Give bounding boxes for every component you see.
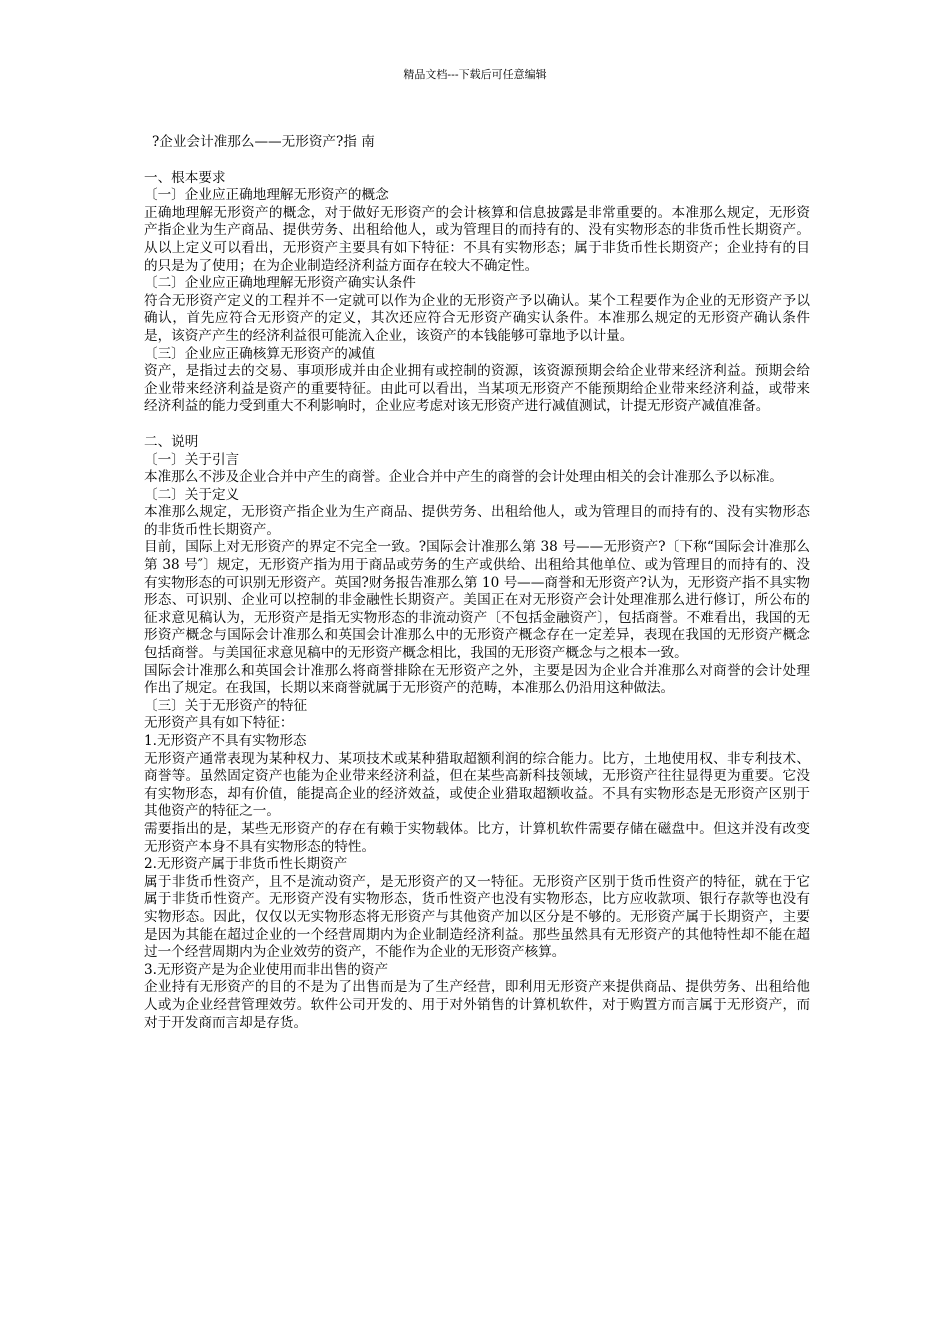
subheading: 〔三〕关于无形资产的特征 xyxy=(144,697,308,714)
numbered-heading: 1.无形资产不具有实物形态 xyxy=(144,733,307,749)
paragraph: 无形资产通常表现为某种权力、某项技术或某种猎取超额利润的综合能力。比方，土地使用权、非专利技术、商誉等。虽然固定资产也能为企业带来经济利益，但在某些高新科技领域，无形资产往往显得更为重要。它没有实物形态，却有价值，能提高企业的经济效益，或使企业猎取超额收益。不具有实物形态是无形资产区别于其他资产的特征之一。 xyxy=(144,750,810,820)
subheading: 〔二〕关于定义 xyxy=(144,486,240,503)
paragraph: 国际会计准那么和英国会计准那么将商誉排除在无形资产之外，主要是因为企业合并准那么对商誉的会计处理作出了规定。在我国，长期以来商誉就属于无形资产的范畴，本准那么仍沿用这种做法。 xyxy=(144,662,810,697)
numbered-heading: 2.无形资产属于非货币性长期资产 xyxy=(144,856,348,873)
paragraph: 本准那么规定，无形资产指企业为生产商品、提供劳务、出租给他人，或为管理目的而持有的、没有实物形态的非货币性长期资产。 xyxy=(144,504,810,538)
section-heading: 一、根本要求 xyxy=(144,169,226,186)
paragraph: 目前，国际上对无形资产的界定不完全一致。?国际会计准那么第 38 号——无形资产?〔下称“国际会计准那么第 38 号″〕规定，无形资产指为用于商品或劳务的生产或供给、出租给其他单位、或为管理目的而持有的、没有实物形态的可识别无形资产。英国?财务报告准那么第 10 号——商誉和无形资产?认为，无形资产指不具实物形态、可识别、企业可以控制的非金融性长期资产。美国正在对无形资产会计处理准那么进行修订，所公布的征求意见稿认为，无形资产是指无实物形态的非流动资产〔不包括金融资产〕，包括商誉。不难看出，我国的无形资产概念与国际会计准那么和英国会计准那么中的无形资产概念存在一定差异，表现在我国的无形资产概念包括商誉。与美国征求意见稿中的无形资产概念相比，我国的无形资产概念与之根本一致。 xyxy=(144,539,810,662)
subheading: 〔二〕企业应正确地理解无形资产确实认条件 xyxy=(144,275,416,292)
paragraph: 正确地理解无形资产的概念，对于做好无形资产的会计核算和信息披露是非常重要的。本准那么规定，无形资产指企业为生产商品、提供劳务、出租给他人，或为管理目的而持有的、没有实物形态的非货币性长期资产。从以上定义可以看出，无形资产主要具有如下特征：不具有实物形态；属于非货币性长期资产；企业持有的目的只是为了使用；在为企业制造经济利益方面存在较大不确定性。 xyxy=(144,204,810,274)
paragraph: 符合无形资产定义的工程并不一定就可以作为企业的无形资产予以确认。某个工程要作为企业的无形资产予以确认，首先应符合无形资产的定义，其次还应符合无形资产确实认条件。本准那么规定的无形资产确认条件是，该资产产生的经济利益很可能流入企业，该资产的本钱能够可靠地予以计量。 xyxy=(144,292,810,344)
page-header: 精品文档---下载后可任意编辑 xyxy=(403,68,547,81)
subheading: 〔一〕企业应正确地理解无形资产的概念 xyxy=(144,187,389,204)
paragraph: 企业持有无形资产的目的不是为了出售而是为了生产经营，即利用无形资产来提供商品、提供劳务、出租给他人或为企业经营管理效劳。软件公司开发的、用于对外销售的计算机软件，对于购置方而言属于无形资产，而对于开发商而言却是存货。 xyxy=(144,979,810,1031)
subheading: 〔三〕企业应正确核算无形资产的减值 xyxy=(144,345,376,362)
paragraph: 资产，是指过去的交易、事项形成并由企业拥有或控制的资源，该资源预期会给企业带来经济利益。预期会给企业带来经济利益是资产的重要特征。由此可以看出，当某项无形资产不能预期给企业带来经济利益，或带来经济利益的能力受到重大不利影响时，企业应考虑对该无形资产进行减值测试，计提无形资产减值准备。 xyxy=(144,363,810,415)
document-body xyxy=(144,134,810,1032)
paragraph: 无形资产具有如下特征： xyxy=(144,715,294,732)
section-heading: 二、说明 xyxy=(144,433,199,450)
paragraph: 属于非货币性资产，且不是流动资产，是无形资产的又一特征。无形资产区别于货币性资产的特征，就在于它属于非货币性资产。无形资产没有实物形态，货币性资产也没有实物形态，比方应收款项、银行存款等也没有实物形态。因此，仅仅以无实物形态将无形资产与其他资产加以区分是不够的。无形资产属于长期资产，主要是因为其能在超过企业的一个经营周期内为企业制造经济利益。那些虽然具有无形资产的其他特性却不能在超过一个经营周期内为企业效劳的资产，不能作为企业的无形资产核算。 xyxy=(144,873,810,961)
section-spacer xyxy=(144,416,810,434)
numbered-heading: 3.无形资产是为企业使用而非出售的资产 xyxy=(144,961,389,978)
paragraph: 本准那么不涉及企业合并中产生的商誉。企业合并中产生的商誉的会计处理由相关的会计准那么予以标准。 xyxy=(144,469,783,486)
paragraph: 需要指出的是，某些无形资产的存在有赖于实物载体。比方，计算机软件需要存储在磁盘中。但这并没有改变无形资产本身不具有实物形态的特性。 xyxy=(144,820,810,855)
document-title: ?企业会计准那么——无形资产?指 南 xyxy=(152,134,375,150)
subheading: 〔一〕关于引言 xyxy=(144,451,240,468)
